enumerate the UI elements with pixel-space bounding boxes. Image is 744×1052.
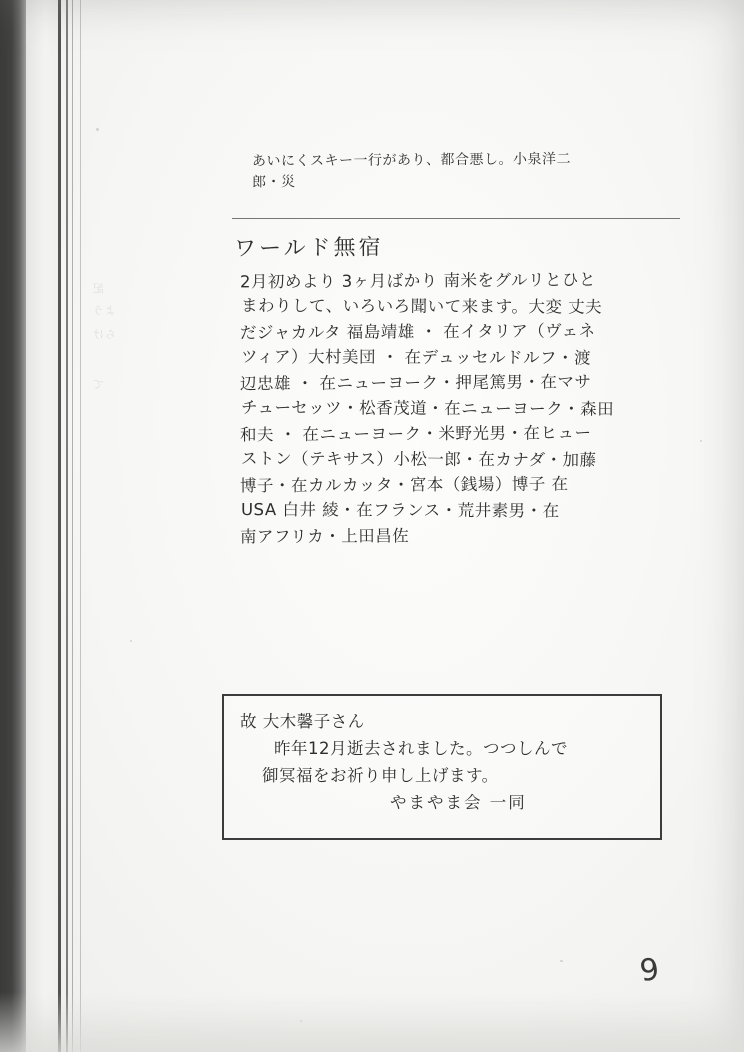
scan-speck <box>300 1020 302 1022</box>
body-line: 2月初めより 3ヶ月ばかり 南米をグルリとひと <box>239 270 597 292</box>
body-line: だジャカルタ 福島靖雄 ・ 在イタリア（ヴェネ <box>239 321 596 343</box>
scan-speck <box>700 440 702 442</box>
top-note-line: 郎・災 <box>252 174 296 191</box>
obituary-signature: やまやま会 一同 <box>390 793 527 812</box>
body-line: まわりして、いろいろ聞いて来ます。大変 丈夫 <box>240 295 603 317</box>
page-number: 9 <box>637 951 662 990</box>
body-line: 南アフリカ・上田昌佐 <box>239 526 410 547</box>
top-note-line: あいにくスキー一行があり、都合悪し。小泉洋二 <box>251 151 571 170</box>
horizontal-rule <box>232 218 680 219</box>
body-line: ストン（テキサス）小松一郎・在カナダ・加藤 <box>240 448 597 470</box>
showthrough-text-1: 記 <box>92 282 104 295</box>
scan-speck <box>130 640 132 642</box>
body-line: チューセッツ・松香茂道・在ニューヨーク・森田 <box>240 397 615 419</box>
obituary-title: 故 大木馨子さん <box>240 712 365 731</box>
body-line: USA 白井 綾・在フランス・荒井素男・在 <box>240 499 560 520</box>
showthrough-text-2: よう <box>92 304 116 317</box>
body-line: ツィア）大村美団 ・ 在デュッセルドルフ・渡 <box>240 346 592 368</box>
obituary-line: 昨年12月逝去されました。つつしんで <box>274 739 568 758</box>
showthrough-text-4: て <box>92 378 104 391</box>
showthrough-text-3: らけ <box>92 328 116 341</box>
body-line: 辺忠雄 ・ 在ニューヨーク・押尾篤男・在マサ <box>239 372 592 394</box>
scan-speck <box>96 128 99 131</box>
scan-speck <box>560 960 563 962</box>
obituary-content <box>240 708 652 816</box>
top-note <box>252 148 682 194</box>
section-body <box>240 268 690 549</box>
obituary-line: 御冥福をお祈り申し上げます。 <box>262 766 499 785</box>
body-line: 博子・在カルカッタ・宮本（銭場）博子 在 <box>239 474 569 496</box>
body-line: 和夫 ・ 在ニューヨーク・米野光男・在ヒュー <box>239 423 592 445</box>
section-heading: ワールド無宿 <box>233 235 384 262</box>
